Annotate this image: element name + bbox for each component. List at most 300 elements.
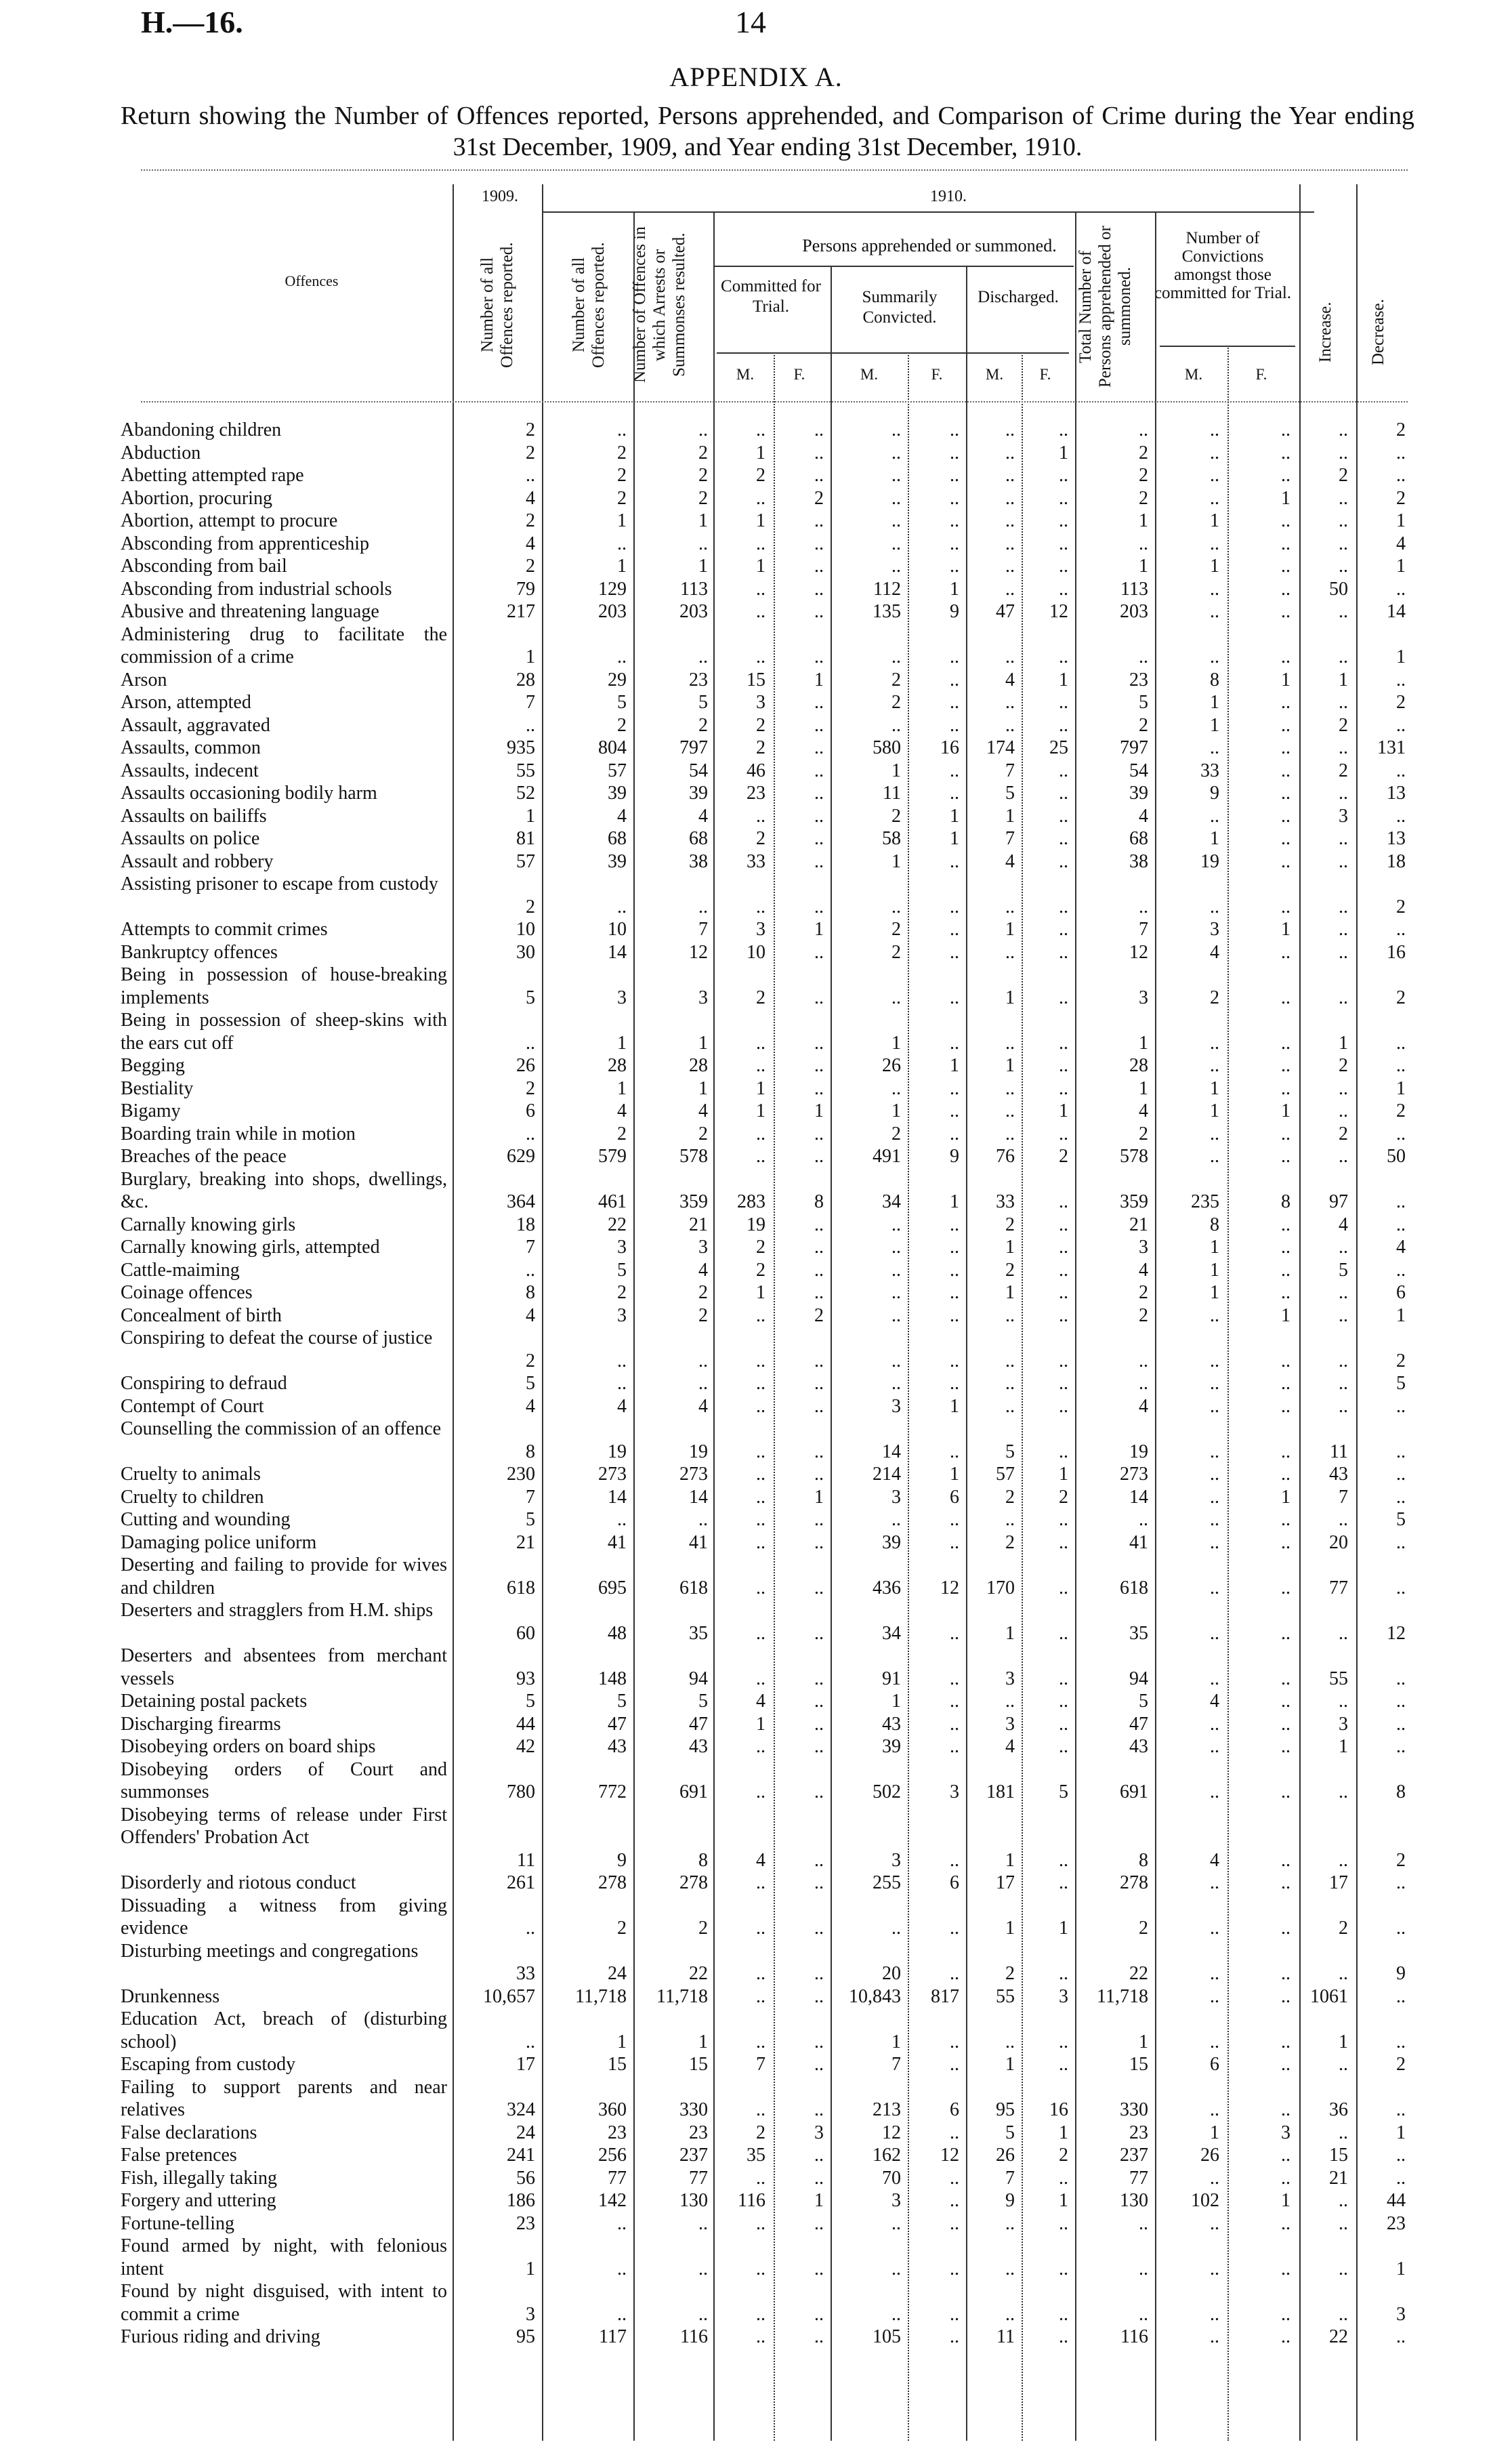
- cell-value: 60: [516, 1622, 535, 1644]
- cell-value: ..: [617, 419, 627, 440]
- cell-value: ..: [698, 533, 708, 554]
- cell-value: 2: [1139, 465, 1148, 486]
- discharged-f: F.: [1039, 366, 1051, 383]
- cell-value: ..: [950, 1304, 959, 1326]
- top-rule: [141, 169, 1408, 171]
- cell-value: 24: [516, 2122, 535, 2143]
- offence-name: Absconding from industrial schools: [121, 578, 392, 600]
- cell-value: ..: [1210, 1055, 1219, 1076]
- cell-value: 1: [1005, 1282, 1015, 1303]
- cell-value: 2: [756, 2122, 765, 2143]
- table-row: [0, 510, 1512, 533]
- cell-value: ..: [1281, 510, 1290, 531]
- cell-value: ..: [814, 2054, 824, 2075]
- cell-value: 580: [873, 737, 901, 758]
- cell-value: 2: [1339, 1918, 1348, 1939]
- cell-value: ..: [1005, 533, 1015, 554]
- table-row: [0, 600, 1512, 623]
- cell-value: 2: [1139, 714, 1148, 736]
- table-row: [0, 1100, 1512, 1123]
- cell-value: 105: [873, 2326, 901, 2347]
- cell-value: 33: [1200, 760, 1219, 781]
- cell-value: 1: [1005, 987, 1015, 1008]
- cell-value: 2: [526, 419, 535, 440]
- offence-name: Conspiring to defeat the course of justice: [121, 1327, 433, 1348]
- cell-value: ..: [1281, 533, 1290, 554]
- cell-value: ..: [1059, 556, 1068, 577]
- cell-value: ..: [1059, 510, 1068, 531]
- cell-value: ..: [1139, 896, 1148, 917]
- cell-value: ..: [1059, 692, 1068, 713]
- cell-value: ..: [814, 2326, 824, 2347]
- cell-value: ..: [1281, 987, 1290, 1008]
- cell-value: ..: [1339, 1509, 1348, 1530]
- cell-value: ..: [1139, 2258, 1148, 2279]
- appendix-heading: APPENDIX A.: [669, 62, 843, 92]
- cell-value: 1: [1210, 828, 1219, 849]
- cell-value: ..: [891, 896, 901, 917]
- cell-value: 2: [1339, 714, 1348, 736]
- discharged-m: M.: [985, 366, 1004, 383]
- cell-value: ..: [1005, 1032, 1015, 1054]
- cell-value: ..: [891, 1237, 901, 1258]
- cell-value: 695: [598, 1577, 627, 1598]
- cell-value: 79: [516, 578, 535, 600]
- cell-value: 113: [1120, 578, 1148, 600]
- cell-value: ..: [814, 1077, 824, 1099]
- cell-value: 9: [1396, 1963, 1406, 1984]
- cell-value: 5: [1005, 783, 1015, 804]
- cell-value: 1: [1281, 1100, 1290, 1121]
- cell-value: 2: [814, 487, 824, 509]
- cell-value: 12: [882, 2122, 901, 2143]
- cell-value: ..: [950, 1237, 959, 1258]
- cell-value: ..: [891, 1373, 901, 1394]
- cell-value: ..: [1396, 1577, 1406, 1598]
- cell-value: ..: [950, 987, 959, 1008]
- cell-value: 2: [756, 828, 765, 849]
- cell-value: 502: [873, 1781, 901, 1802]
- cell-value: ..: [1210, 2326, 1219, 2347]
- table-row: [0, 2053, 1512, 2076]
- cell-value: ..: [1059, 1237, 1068, 1258]
- cell-value: ..: [1139, 1509, 1148, 1530]
- offence-name: Found by night disguised, with intent to commit a crime: [121, 2281, 447, 2325]
- offence-name: Assault and robbery: [121, 850, 274, 872]
- cell-value: ..: [1005, 1123, 1015, 1144]
- cell-value: ..: [814, 1395, 824, 1417]
- cell-value: 1: [950, 805, 959, 827]
- cell-value: 3: [1139, 987, 1148, 1008]
- cell-value: ..: [1281, 2099, 1290, 2120]
- cell-value: 41: [1129, 1531, 1148, 1553]
- cell-value: 2: [1339, 760, 1348, 781]
- cell-value: 3: [617, 987, 627, 1008]
- cell-value: 181: [986, 1781, 1015, 1802]
- cell-value: ..: [1396, 2031, 1406, 2052]
- cell-value: 4: [1139, 1100, 1148, 1121]
- cell-value: 8: [1396, 1781, 1406, 1802]
- cell-value: ..: [1210, 805, 1219, 827]
- cell-value: ..: [1281, 805, 1290, 827]
- cell-value: ..: [756, 896, 765, 917]
- offence-name: Damaging police uniform: [121, 1531, 317, 1553]
- cell-value: 1: [1281, 1486, 1290, 1508]
- cell-value: 1: [891, 1691, 901, 1712]
- cell-value: 1: [950, 1464, 959, 1485]
- cell-value: 2: [814, 1304, 824, 1326]
- cell-value: 6: [950, 1872, 959, 1893]
- cell-value: 28: [608, 1055, 627, 1076]
- cell-value: 578: [1120, 1146, 1148, 1167]
- table-row: [0, 850, 1512, 873]
- offence-name: Abetting attempted rape: [121, 465, 304, 486]
- cell-value: 5: [1396, 1373, 1406, 1394]
- cell-value: ..: [617, 1373, 627, 1394]
- increase-header: Increase.: [1316, 302, 1335, 363]
- cell-value: ..: [950, 1963, 959, 1984]
- offence-name: Abusive and threatening language: [121, 601, 379, 622]
- cell-value: ..: [698, 2258, 708, 2279]
- offence-name: Cutting and wounding: [121, 1509, 291, 1530]
- cell-value: 1: [891, 850, 901, 872]
- cell-value: 1: [1139, 1077, 1148, 1099]
- cell-value: ..: [1059, 2303, 1068, 2325]
- cell-value: 21: [689, 1214, 708, 1235]
- cell-value: 1: [1005, 919, 1015, 940]
- cell-value: ..: [1210, 2099, 1219, 2120]
- cell-value: 7: [891, 2054, 901, 2075]
- table-row: [0, 1645, 1512, 1690]
- cell-value: 117: [599, 2326, 627, 2347]
- cell-value: 7: [1005, 2167, 1015, 2189]
- cell-value: 26: [882, 1055, 901, 1076]
- cell-value: 39: [1129, 783, 1148, 804]
- cell-value: ..: [1281, 692, 1290, 713]
- cell-value: 1: [814, 2190, 824, 2211]
- convictions-header: Number of Convictions amongst those committed for Trial.: [1154, 229, 1292, 302]
- cell-value: 116: [680, 2326, 708, 2347]
- table-row: [0, 1009, 1512, 1054]
- cell-value: ..: [814, 1736, 824, 1757]
- cell-value: 1: [617, 1032, 627, 1054]
- cell-value: 330: [679, 2099, 708, 2120]
- cell-value: ..: [1210, 1622, 1219, 1644]
- cell-value: ..: [698, 1509, 708, 1530]
- cell-value: ..: [814, 1985, 824, 2007]
- cell-value: 1: [1210, 556, 1219, 577]
- cell-value: ..: [891, 1509, 901, 1530]
- cell-value: ..: [1059, 1509, 1068, 1530]
- offence-name: Assaults on police: [121, 828, 260, 849]
- cell-value: ..: [1059, 1055, 1068, 1076]
- cell-value: 30: [516, 941, 535, 963]
- cell-value: 23: [1129, 669, 1148, 690]
- cell-value: 8: [814, 1191, 824, 1212]
- cell-value: 261: [507, 1872, 535, 1893]
- cell-value: ..: [1281, 1622, 1290, 1644]
- table-row: [0, 1486, 1512, 1509]
- cell-value: 8: [526, 1441, 535, 1462]
- cell-value: ..: [950, 783, 959, 804]
- cell-value: ..: [814, 896, 824, 917]
- cell-value: 5: [1005, 2122, 1015, 2143]
- cell-value: 21: [1329, 2167, 1348, 2189]
- cell-value: ..: [1339, 510, 1348, 531]
- offence-name: Cruelty to children: [121, 1486, 264, 1508]
- cell-value: ..: [526, 1123, 535, 1144]
- cell-value: ..: [698, 2303, 708, 2325]
- cell-value: 2: [617, 1282, 627, 1303]
- cell-value: ..: [526, 714, 535, 736]
- cell-value: 1: [1005, 1055, 1015, 1076]
- cell-value: ..: [1339, 487, 1348, 509]
- table-row: [0, 1236, 1512, 1259]
- cell-value: 22: [1329, 2326, 1348, 2347]
- cell-value: ..: [814, 714, 824, 736]
- cell-value: 1: [698, 510, 708, 531]
- table-row: [0, 1327, 1512, 1372]
- cell-value: 364: [507, 1191, 535, 1212]
- cell-value: ..: [756, 533, 765, 554]
- cell-value: ..: [1005, 556, 1015, 577]
- cell-value: ..: [814, 1441, 824, 1462]
- cell-value: 4: [1139, 1259, 1148, 1281]
- offence-name: Disobeying terms of release under First Offenders' Probation Act: [121, 1804, 447, 1848]
- cell-value: 5: [1339, 1259, 1348, 1281]
- table-row: [0, 1531, 1512, 1554]
- cell-value: ..: [1396, 1531, 1406, 1553]
- cell-value: ..: [617, 2212, 627, 2234]
- cell-value: 35: [747, 2145, 765, 2166]
- cell-value: ..: [1059, 2054, 1068, 2075]
- cell-value: ..: [814, 692, 824, 713]
- cell-value: 43: [882, 1713, 901, 1735]
- cell-value: 4: [617, 1395, 627, 1417]
- cell-value: ..: [1281, 1691, 1290, 1712]
- cell-value: ..: [1281, 2054, 1290, 2075]
- cell-value: ..: [1339, 2258, 1348, 2279]
- table-row: [0, 1259, 1512, 1282]
- cell-value: 131: [1377, 737, 1406, 758]
- cell-value: ..: [950, 896, 959, 917]
- table-row: [0, 1985, 1512, 2008]
- cell-value: ..: [1059, 578, 1068, 600]
- offence-name: Conspiring to defraud: [121, 1373, 287, 1394]
- cell-value: 4: [1005, 669, 1015, 690]
- cell-value: 5: [1139, 692, 1148, 713]
- cell-value: ..: [1339, 1691, 1348, 1712]
- cell-value: 780: [507, 1781, 535, 1802]
- cell-value: 116: [1120, 2326, 1148, 2347]
- cell-value: 12: [940, 2145, 959, 2166]
- cell-value: ..: [1339, 783, 1348, 804]
- cell-value: 55: [516, 760, 535, 781]
- cell-value: 4: [526, 1395, 535, 1417]
- cell-value: 618: [507, 1577, 535, 1598]
- cell-value: ..: [1139, 2212, 1148, 2234]
- cell-value: ..: [950, 646, 959, 667]
- table-row: [0, 2212, 1512, 2235]
- table-row: [0, 1690, 1512, 1713]
- cell-value: 43: [1129, 1736, 1148, 1757]
- cell-value: 1: [1396, 1304, 1406, 1326]
- cell-value: 12: [1129, 941, 1148, 963]
- cell-value: 579: [598, 1146, 627, 1167]
- summarily-m: M.: [860, 366, 879, 383]
- cell-value: ..: [1210, 2031, 1219, 2052]
- cell-value: 1: [950, 578, 959, 600]
- offence-name: Counselling the commission of an offence: [121, 1418, 442, 1439]
- cell-value: 34: [882, 1622, 901, 1644]
- offence-name: Absconding from apprenticeship: [121, 533, 370, 554]
- cell-value: 3: [1281, 2122, 1290, 2143]
- offence-name: Education Act, breach of (disturbing school): [121, 2008, 447, 2052]
- offence-name: Arson, attempted: [121, 692, 251, 713]
- cell-value: 1: [756, 556, 765, 577]
- table-row: [0, 2008, 1512, 2053]
- cell-value: 359: [1120, 1191, 1148, 1212]
- cell-value: ..: [1059, 2212, 1068, 2234]
- cell-value: 23: [689, 2122, 708, 2143]
- offence-name: Being in possession of house-breaking implements: [121, 964, 447, 1008]
- cell-value: ..: [814, 2212, 824, 2234]
- cell-value: ..: [1281, 646, 1290, 667]
- cell-value: ..: [814, 1146, 824, 1167]
- cell-value: ..: [814, 1872, 824, 1893]
- cell-value: ..: [756, 2258, 765, 2279]
- cell-value: ..: [1339, 1282, 1348, 1303]
- cell-value: ..: [1281, 1736, 1290, 1757]
- cell-value: ..: [1281, 1985, 1290, 2007]
- cell-value: ..: [950, 1622, 959, 1644]
- offence-name: Assaults on bailiffs: [121, 805, 267, 827]
- cell-value: ..: [950, 556, 959, 577]
- cell-value: 94: [1129, 1668, 1148, 1689]
- cell-value: ..: [1396, 2099, 1406, 2120]
- cell-value: 436: [873, 1577, 901, 1598]
- table-row: [0, 1077, 1512, 1100]
- cell-value: ..: [950, 442, 959, 463]
- cell-value: ..: [1005, 578, 1015, 600]
- cell-value: ..: [1210, 533, 1219, 554]
- cell-value: 9: [950, 601, 959, 622]
- cell-value: 5: [1139, 1691, 1148, 1712]
- cell-value: 804: [598, 737, 627, 758]
- cell-value: 57: [608, 760, 627, 781]
- cell-value: ..: [756, 1872, 765, 1893]
- offence-name: Bestiality: [121, 1077, 194, 1099]
- cell-value: ..: [1210, 1577, 1219, 1598]
- cell-value: ..: [814, 2167, 824, 2189]
- cell-value: ..: [1059, 1531, 1068, 1553]
- cell-value: 20: [882, 1963, 901, 1984]
- table-row: [0, 691, 1512, 714]
- cell-value: 2: [1005, 1531, 1015, 1553]
- cell-value: 15: [1129, 2054, 1148, 2075]
- cell-value: 1: [891, 1100, 901, 1121]
- cell-value: ..: [1339, 2122, 1348, 2143]
- cell-value: 15: [747, 669, 765, 690]
- cell-value: 4: [1396, 1237, 1406, 1258]
- cell-value: 39: [608, 783, 627, 804]
- cell-value: 1: [1396, 646, 1406, 667]
- cell-value: 50: [1329, 578, 1348, 600]
- cell-value: 2: [1396, 419, 1406, 440]
- cell-value: ..: [1005, 692, 1015, 713]
- cell-value: ..: [526, 2031, 535, 2052]
- cell-value: ..: [1059, 896, 1068, 917]
- cell-value: ..: [1396, 578, 1406, 600]
- cell-value: ..: [1339, 419, 1348, 440]
- cell-value: ..: [891, 1304, 901, 1326]
- cell-value: 330: [1120, 2099, 1148, 2120]
- cell-value: ..: [617, 2303, 627, 2325]
- cell-value: 1: [1139, 2031, 1148, 2052]
- cell-value: 1: [891, 760, 901, 781]
- cell-value: 8: [698, 1849, 708, 1871]
- cell-value: 47: [1129, 1713, 1148, 1735]
- cell-value: ..: [1339, 1963, 1348, 1984]
- table-row: [0, 623, 1512, 669]
- offence-name: Assault, aggravated: [121, 714, 270, 736]
- cell-value: 5: [526, 987, 535, 1008]
- cell-value: ..: [1281, 2145, 1290, 2166]
- table-row: [0, 2280, 1512, 2326]
- cell-value: ..: [1005, 442, 1015, 463]
- cell-value: 4: [1210, 1691, 1219, 1712]
- table-row: [0, 442, 1512, 465]
- cell-value: 77: [608, 2167, 627, 2189]
- table-row: [0, 1735, 1512, 1758]
- cell-value: ..: [950, 1441, 959, 1462]
- cell-value: ..: [1339, 556, 1348, 577]
- cell-value: 68: [689, 828, 708, 849]
- table-row: [0, 918, 1512, 941]
- convictions-f: F.: [1255, 366, 1267, 383]
- cell-value: 797: [679, 737, 708, 758]
- offence-name: Fish, illegally taking: [121, 2167, 277, 2189]
- cell-value: 278: [598, 1872, 627, 1893]
- cell-value: 2: [1139, 442, 1148, 463]
- cell-value: ..: [1059, 1963, 1068, 1984]
- cell-value: ..: [756, 805, 765, 827]
- offence-name: Assaults occasioning bodily harm: [121, 783, 377, 804]
- cell-value: ..: [756, 1055, 765, 1076]
- cell-value: ..: [1059, 465, 1068, 486]
- cell-value: 2: [698, 714, 708, 736]
- table-row: [0, 1168, 1512, 1214]
- cell-value: ..: [1339, 1849, 1348, 1871]
- cell-value: 3: [698, 987, 708, 1008]
- cell-value: 2: [1005, 1963, 1015, 1984]
- cell-value: ..: [950, 919, 959, 940]
- cell-value: ..: [1339, 1781, 1348, 1802]
- cell-value: 19: [1129, 1441, 1148, 1462]
- cell-value: 6: [1210, 2054, 1219, 2075]
- cell-value: 1: [891, 2031, 901, 2052]
- cell-value: ..: [1210, 1350, 1219, 1371]
- cell-value: 23: [516, 2212, 535, 2234]
- cell-value: 7: [1139, 919, 1148, 940]
- offence-name: Bankruptcy offences: [121, 941, 278, 963]
- cell-value: 12: [940, 1577, 959, 1598]
- cell-value: ..: [1210, 1531, 1219, 1553]
- cell-value: ..: [1059, 487, 1068, 509]
- cell-value: ..: [1005, 1304, 1015, 1326]
- cell-value: 12: [1387, 1622, 1406, 1644]
- cell-value: ..: [756, 1350, 765, 1371]
